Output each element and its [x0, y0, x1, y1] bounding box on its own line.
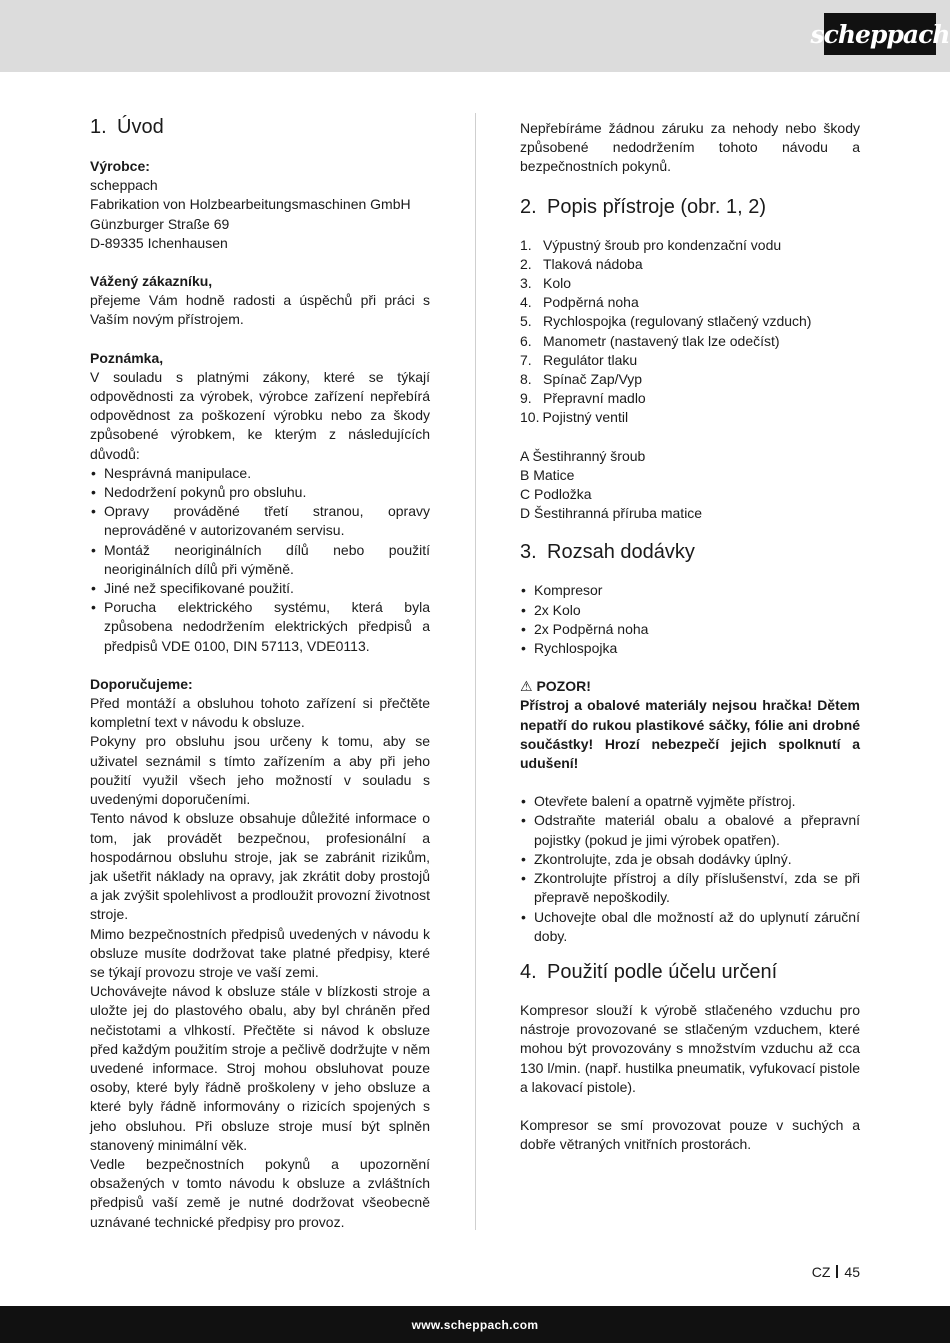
list-item: 8. Spínač Zap/Vyp: [520, 371, 643, 388]
note-bullet-list: [90, 464, 430, 656]
warranty-text: Nepřebíráme žádnou záruku za nehody nebo škody způsobené nedodržením tohoto návodu a bezpečnostních pokynů.: [520, 120, 860, 175]
list-item: 7. Regulátor tlaku: [520, 351, 638, 368]
unpacking-steps: [520, 792, 860, 946]
list-item: 3. Kolo: [520, 275, 572, 292]
list-item: • Porucha elektrického systému, která byla způsobena nedodržením elektrických předpisů a předpisů VDE 0100, DIN 57113, VDE0113.: [90, 598, 430, 656]
list-item: 5. Rychlospojka (regulovaný stlačený vzduch): [520, 313, 812, 330]
recommend-paragraph: Před montáží a obsluhou tohoto zařízení si přečtěte kompletní text v návodu k obsluze.: [90, 695, 430, 731]
list-item: C Podložka: [520, 486, 592, 503]
operating-conditions-text: Kompresor se smí provozovat pouze v suchých a dobře větraných vnitřních prostorách.: [520, 1116, 860, 1153]
list-item: • Rychlospojka: [520, 639, 860, 658]
hardware-list: [520, 447, 860, 524]
list-item: 9. Přepravní madlo: [520, 390, 646, 407]
note-text: V souladu s platnými zákony, které se týkají odpovědnosti za výrobek, výrobce zařízení nepřebírá odpovědnost za poškození výrobku nebo za škody způsobené výrobkem, ke kterým z následujících důvodů:: [90, 368, 430, 462]
list-item: • 2x Kolo: [520, 601, 860, 620]
scheppach-logo: scheppach: [824, 13, 936, 55]
right-column: [520, 113, 860, 1154]
list-item: • Nedodržení pokynů pro obsluhu.: [90, 483, 430, 502]
list-item: 6. Manometr (nastavený tlak lze odečíst): [520, 332, 780, 349]
greeting-label: Vážený zákazníku,: [90, 273, 213, 290]
list-item: A Šestihranný šroub: [520, 447, 646, 464]
website-link[interactable]: www.scheppach.com: [411, 1317, 539, 1332]
list-item: 4. Podpěrná noha: [520, 294, 639, 311]
list-item: D Šestihranná příruba matice: [520, 505, 703, 522]
recommend-paragraph: Pokyny pro obsluhu jsou určeny k tomu, aby se uživatel seznámil s tímto zařízením a aby při jeho použití využil všech jeho možností v souladu s uvedenými doporučeními.: [90, 733, 430, 808]
column-divider: [475, 113, 476, 1230]
list-item: • Uchovejte obal dle možností až do uplynutí záruční doby.: [520, 908, 860, 946]
warning-text: Přístroj a obalové materiály nejsou hračka! Dětem nepatří do rukou plastikové sáčky, fólie ani drobné součástky! Hrozí nebezpečí jejich spolknutí a udušení!: [520, 697, 860, 772]
section-3-heading: 3. Rozsah dodávky: [520, 541, 695, 564]
list-item: • Nesprávná manipulace.: [90, 464, 430, 483]
recommend-paragraph: Vedle bezpečnostních pokynů a upozornění obsažených v tomto návodu k obsluze a zvláštních předpisů vaší země je nutné dodržovat všeobecně uznávané technické předpisy pro provoz.: [90, 1155, 430, 1230]
list-item: • Kompresor: [520, 581, 860, 600]
warning-heading: ⚠ POZOR!: [520, 678, 591, 695]
list-item: • Jiné než specifikované použití.: [90, 579, 430, 598]
manufacturer-label: Výrobce:: [90, 158, 150, 174]
footer-bar: [0, 1306, 950, 1343]
recommend-paragraph: Tento návod k obsluze obsahuje důležité informace o tom, jak provádět bezpečnou, profesionální a hospodárnou obsluhu stroje, jak se zabránit rizikům, jak ušetřit náklady na opravy, jak zkrátit doby prostojů a jak zvýšit spolehlivost a prodloužit provozní životnost stroje.: [90, 810, 430, 923]
section-4-heading: 4. Použití podle účelu určení: [520, 960, 778, 983]
manufacturer-address: scheppach Fabrikation von Holzbearbeitungsmaschinen GmbH Günzburger Straße 69 D-89335 Ichenhausen: [90, 177, 411, 251]
warning-icon: ⚠: [520, 678, 533, 695]
list-item: • 2x Podpěrná noha: [520, 620, 860, 639]
note-label: Poznámka,: [90, 349, 164, 366]
list-item: • Zkontrolujte, zda je obsah dodávky úplný.: [520, 850, 860, 869]
left-column: [90, 113, 430, 1232]
recommend-paragraph: Mimo bezpečnostních předpisů uvedených v návodu k obsluze musíte dodržovat take platné předpisy, které se týkají provozu stroje ve vaší zemi.: [90, 925, 430, 980]
list-item: • Zkontrolujte přístroj a díly příslušenství, zda se při přepravě nepoškodily.: [520, 869, 860, 907]
parts-list: [520, 236, 860, 428]
recommend-paragraph: Uchovávejte návod k obsluze stále v blízkosti stroje a uložte jej do plastového obalu, aby byl chráněn před nečistotami a vlhkostí. Přečtěte si návod k obsluze před každým použitím stroje a pečlivě dodržujte v něm uvedené informace. Stroj mohou obsluhovat pouze osoby, které byly řádně proškoleny v jeho obsluze a které byly řádně informovány o rizicích spojených s jeho obsluhou. Při obsluze stroje musí být splněn stanovený minimální věk.: [90, 983, 430, 1153]
list-item: 1. Výpustný šroub pro kondenzační vodu: [520, 236, 782, 253]
section-2-heading: 2. Popis přístroje (obr. 1, 2): [520, 195, 766, 218]
list-item: • Otevřete balení a opatrně vyjměte přístroj.: [520, 792, 860, 811]
list-item: • Montáž neoriginálních dílů nebo použití neoriginálních dílů při výměně.: [90, 541, 430, 579]
delivery-list: [520, 581, 860, 658]
intended-use-text: Kompresor slouží k výrobě stlačeného vzduchu pro nástroje provozované se stlačeným vzduchem, které mohou být provozovány s množstvím vzduchu až cca 130 l/min. (např. hustilka pneumatik, vyfukovací pistole a lakovací pistole).: [520, 1001, 860, 1095]
list-item: 2. Tlaková nádoba: [520, 255, 643, 272]
greeting-text: přejeme Vám hodně radosti a úspěchů při práci s Vaším novým přístrojem.: [90, 292, 430, 328]
recommend-label: Doporučujeme:: [90, 675, 193, 692]
list-item: 10. Pojistný ventil: [520, 409, 629, 426]
list-item: • Odstraňte materiál obalu a obalové a přepravní pojistky (pokud je jimi výrobek opatřen).: [520, 811, 860, 849]
list-item: B Matice: [520, 466, 575, 483]
page-number: CZ 45: [811, 1264, 860, 1280]
header-bar: [0, 0, 950, 72]
section-1-heading: 1. Úvod: [90, 116, 164, 138]
list-item: • Opravy prováděné třetí stranou, opravy neprováděné v autorizovaném servisu.: [90, 502, 430, 540]
